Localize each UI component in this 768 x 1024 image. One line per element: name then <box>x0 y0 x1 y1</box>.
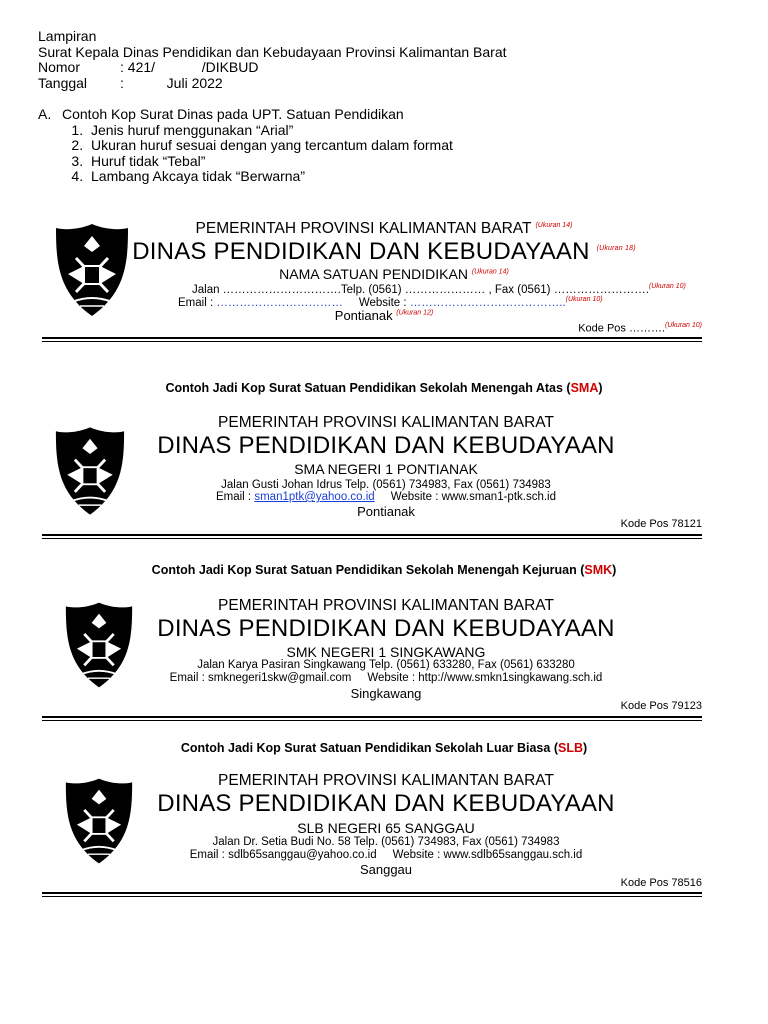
website-text: Website : www.sdlb65sanggau.sch.id <box>392 849 583 861</box>
template-line2: DINAS PENDIDIKAN DAN KEBUDAYAAN $^{(Ukuran 18)}$ <box>132 238 636 265</box>
size-note: (Ukuran 10) <box>565 296 603 303</box>
list-item: 2. Ukuran huruf sesuai dengan yang tercantum dalam format <box>87 138 453 154</box>
template-contact: Email : …………………………… Website : …………………………………..$^{(Ukuran 10)}$ <box>178 296 603 309</box>
website-link[interactable]: ………………………………….. <box>409 296 566 309</box>
list-item: 3. Huruf tidak “Tebal” <box>87 154 453 170</box>
divider-thick <box>42 337 702 339</box>
letterhead-slb <box>42 768 702 896</box>
template-address: Jalan ………………………….Telp. (0561) ………………… , Fax (0561) …………………….$^{(Ukuran 10)}$ <box>192 283 686 296</box>
size-note: (Ukuran 10) <box>648 283 686 290</box>
school-name: SLB NEGERI 65 SANGGAU <box>297 820 475 836</box>
email-text: smknegeri1skw@gmail.com <box>208 672 352 684</box>
lampiran-subject: Surat Kepala Dinas Pendidikan dan Kebudayaan Provinsi Kalimantan Barat <box>38 43 507 60</box>
size-note: (Ukuran 12) <box>396 309 434 317</box>
section-a-marker: A. <box>38 106 52 122</box>
template-city: Pontianak $^{(Ukuran 12)}$ <box>334 308 434 323</box>
lampiran-header <box>38 29 507 91</box>
caption-abbr: SLB <box>557 741 583 755</box>
template-line3: NAMA SATUAN PENDIDIKAN $^{(Ukuran 14)}$ <box>279 266 509 282</box>
nomor-label: Nomor <box>38 59 81 75</box>
school-kodepos: Kode Pos 78121 <box>620 518 702 530</box>
divider-thick <box>42 892 702 894</box>
list-item: 1. Jenis huruf menggunakan “Arial” <box>87 123 453 139</box>
tanggal-value: : Juli 2022 <box>120 74 223 91</box>
website-text: Website : www.sman1-ptk.sch.id <box>390 491 557 503</box>
letterhead-sma <box>42 410 702 538</box>
caption-slb: Contoh Jadi Kop Surat Satuan Pendidikan Sekolah Luar Biasa (SLB) <box>180 741 588 755</box>
school-city: Singkawang <box>350 686 422 701</box>
requirements-list <box>38 123 453 185</box>
school-city: Pontianak <box>357 504 415 519</box>
section-a-title <box>38 107 453 123</box>
tanggal-label: Tanggal <box>38 74 88 91</box>
letterhead-line1: PEMERINTAH PROVINSI KALIMANTAN BARAT <box>218 772 554 789</box>
size-note: (Ukuran 10) <box>665 322 702 329</box>
website-text: Website : http://www.smkn1singkawang.sch.id <box>367 672 603 684</box>
template-letterhead <box>42 216 702 344</box>
divider-thick <box>42 534 702 536</box>
template-line1: PEMERINTAH PROVINSI KALIMANTAN BARAT $^{(Ukuran 14)}$ <box>195 220 573 237</box>
caption-smk: Contoh Jadi Kop Surat Satuan Pendidikan Sekolah Menengah Kejuruan (SMK) <box>151 563 617 577</box>
school-city: Sanggau <box>359 862 413 877</box>
school-contact: Email : sdlb65sanggau@yahoo.co.id Website : www.sdlb65sanggau.sch.id <box>189 849 583 861</box>
email-link[interactable]: …………………………… <box>216 296 343 309</box>
letterhead-line2: DINAS PENDIDIKAN DAN KEBUDAYAAN <box>157 432 615 459</box>
list-item: 4. Lambang Akcaya tidak “Berwarna” <box>87 169 453 185</box>
template-kodepos: Kode Pos ……….$^{(Ukuran 10)}$ <box>578 322 702 335</box>
divider-thin <box>42 341 702 342</box>
section-a <box>38 107 453 185</box>
letterhead-line1: PEMERINTAH PROVINSI KALIMANTAN BARAT <box>218 414 554 431</box>
school-address: Jalan Gusti Johan Idrus Telp. (0561) 734983, Fax (0561) 734983 <box>221 479 551 491</box>
school-kodepos: Kode Pos 78516 <box>620 877 702 889</box>
nomor-value: : 421/ /DIKBUD <box>120 59 259 75</box>
divider-thick <box>42 716 702 718</box>
letterhead-smk <box>42 593 702 721</box>
school-kodepos: Kode Pos 79123 <box>620 700 702 712</box>
divider-thin <box>42 538 702 539</box>
school-name: SMK NEGERI 1 SINGKAWANG <box>286 644 486 660</box>
divider-thin <box>42 720 702 721</box>
school-contact: Email : sman1ptk@yahoo.co.id Website : www.sman1-ptk.sch.id <box>215 491 557 503</box>
caption-sma: Contoh Jadi Kop Surat Satuan Pendidikan Sekolah Menengah Atas (SMA) <box>165 381 603 395</box>
letterhead-line1: PEMERINTAH PROVINSI KALIMANTAN BARAT <box>218 597 554 614</box>
size-note: (Ukuran 18) <box>596 245 636 252</box>
email-link[interactable]: sman1ptk@yahoo.co.id <box>254 491 375 503</box>
lampiran-tanggal <box>38 76 507 92</box>
size-note: (Ukuran 14) <box>535 221 573 229</box>
size-note: (Ukuran 14) <box>471 268 509 276</box>
school-name: SMA NEGERI 1 PONTIANAK <box>294 461 478 477</box>
letterhead-line2: DINAS PENDIDIKAN DAN KEBUDAYAAN <box>157 615 615 642</box>
letterhead-line2: DINAS PENDIDIKAN DAN KEBUDAYAAN <box>157 790 615 817</box>
divider-thin <box>42 896 702 897</box>
school-address: Jalan Dr. Setia Budi No. 58 Telp. (0561) 734983, Fax (0561) 734983 <box>212 836 560 848</box>
school-address: Jalan Karya Pasiran Singkawang Telp. (0561) 633280, Fax (0561) 633280 <box>197 659 575 671</box>
email-text: sdlb65sanggau@yahoo.co.id <box>228 849 377 861</box>
caption-abbr: SMA <box>570 381 599 395</box>
caption-abbr: SMK <box>584 563 613 577</box>
school-contact: Email : smknegeri1skw@gmail.com Website : http://www.smkn1singkawang.sch.id <box>169 672 603 684</box>
section-a-heading: Contoh Kop Surat Dinas pada UPT. Satuan Pendidikan <box>62 106 404 122</box>
lampiran-title: Lampiran <box>38 28 97 44</box>
lampiran-nomor <box>38 60 507 76</box>
